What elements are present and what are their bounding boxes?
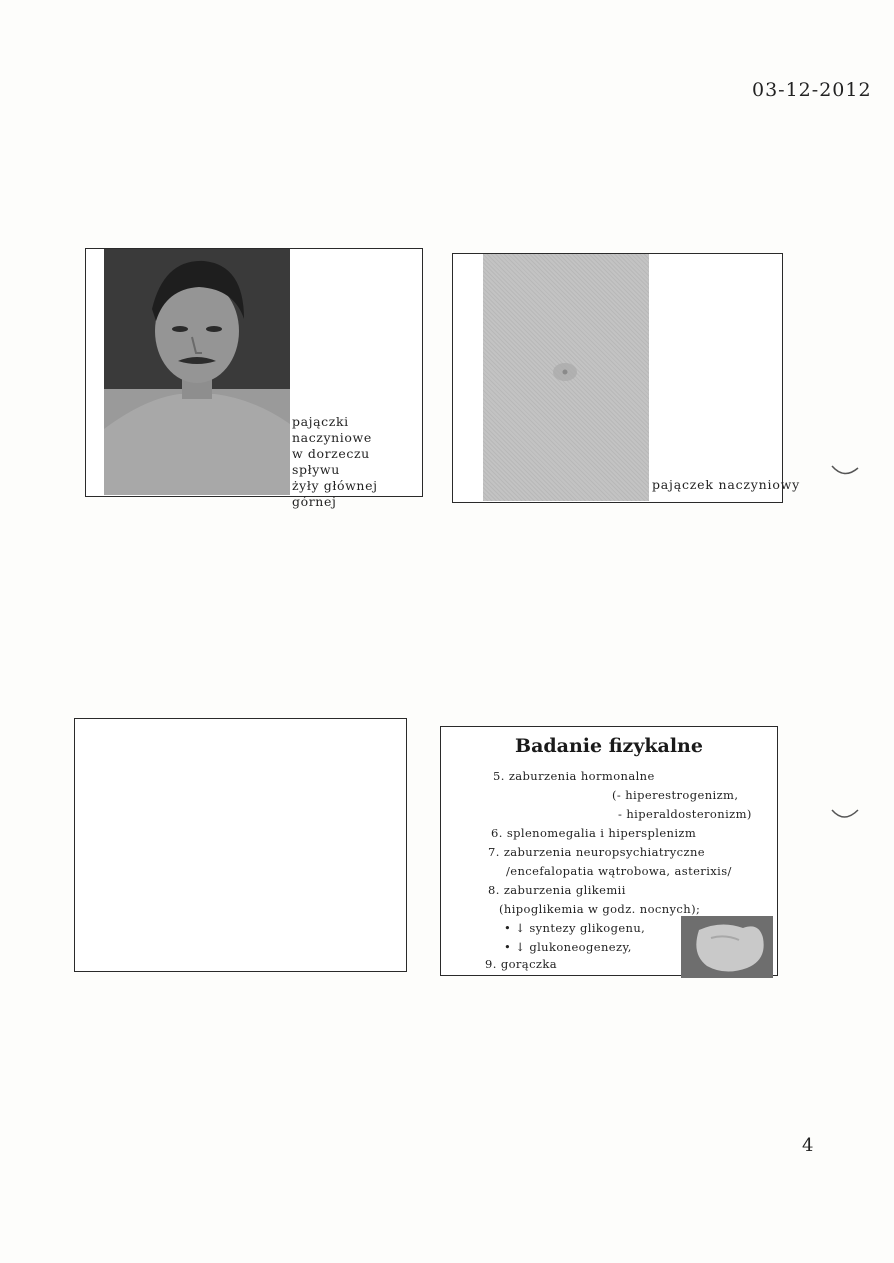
- list-item: • ↓ syntezy glikogenu,: [504, 921, 646, 935]
- page-date: 03-12-2012: [752, 79, 872, 101]
- slide-2: [452, 253, 801, 503]
- list-item: 5. zaburzenia hormonalne: [493, 769, 655, 783]
- liver-photo: [681, 916, 773, 978]
- slide-1-caption: pajączki naczyniowe w dorzeczu spływu żyły głównej górnej: [292, 414, 378, 509]
- slide-2-caption: pajączek naczyniowy: [652, 477, 801, 492]
- binder-mark: [830, 806, 860, 822]
- binder-mark: [830, 462, 860, 478]
- slide-3-empty: [74, 718, 407, 972]
- skin-closeup-photo: [483, 254, 649, 501]
- list-item: (- hiperestrogenizm,: [612, 788, 739, 802]
- list-item: /encefalopatia wątrobowa, asterixis/: [506, 864, 732, 878]
- patient-photo: [104, 249, 290, 495]
- page-number: 4: [802, 1135, 814, 1156]
- list-item: (hipoglikemia w godz. nocnych);: [499, 902, 701, 916]
- list-item: 6. splenomegalia i hipersplenizm: [491, 826, 697, 840]
- list-item: - hiperaldosteronizm): [618, 807, 752, 821]
- slide-1: [85, 248, 423, 509]
- slide-4: [440, 726, 778, 976]
- slide-4-title: Badanie fizykalne: [515, 735, 703, 757]
- list-item: 9. gorączka: [485, 957, 557, 971]
- list-item: • ↓ glukoneogenezy,: [504, 940, 632, 954]
- list-item: 7. zaburzenia neuropsychiatryczne: [488, 845, 705, 859]
- list-item: 8. zaburzenia glikemii: [488, 883, 626, 897]
